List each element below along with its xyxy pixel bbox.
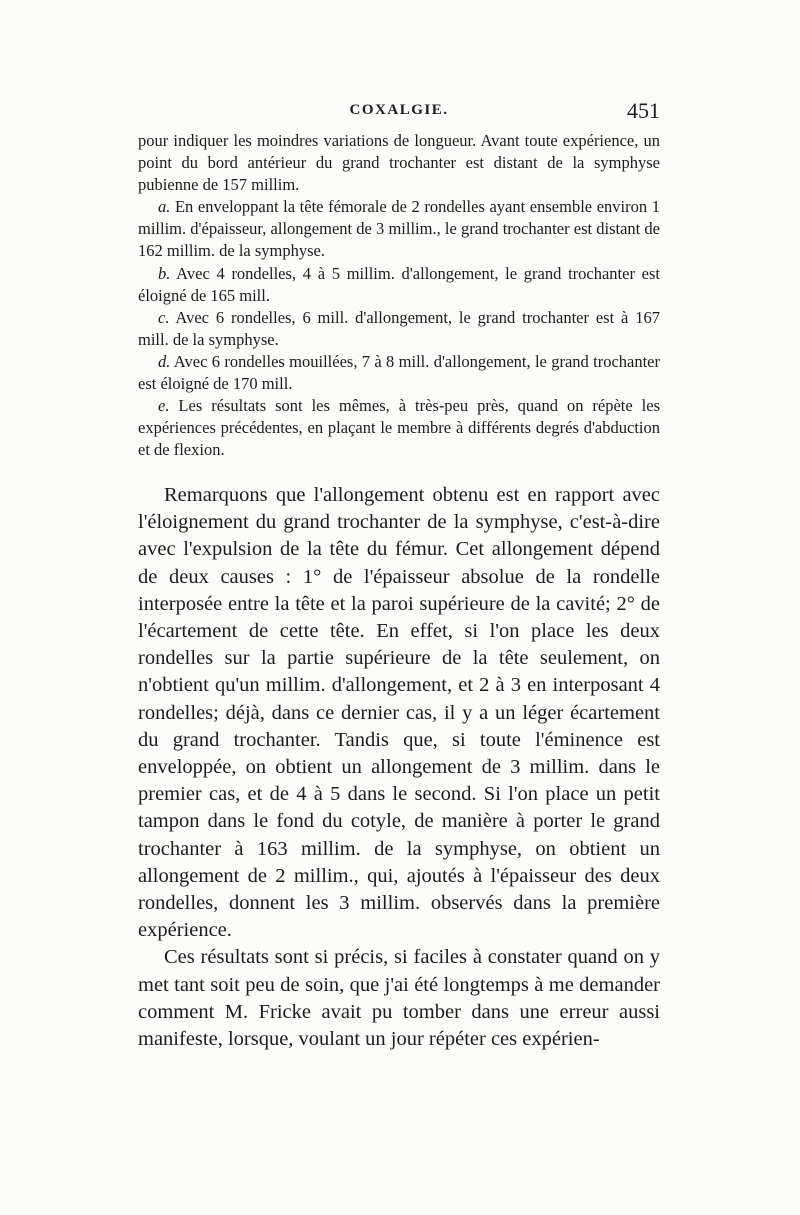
item-text: Avec 6 rondelles mouillées, 7 à 8 mill. d'allongement, le grand trochanter est éloigné de 170 mill. [138,351,660,394]
experiment-item-c [138,307,660,351]
item-marker: b. [158,263,171,283]
main-text [138,482,660,1053]
running-head [138,98,660,124]
item-text: Avec 6 rondelles, 6 mill. d'allongement, le grand trochanter est à 167 mill. de la symphyse. [138,307,660,349]
item-text: Les résultats sont les mêmes, à très-peu près, quand on répète les expériences précédentes, en plaçant le membre à différents degrés d'abduction et de flexion. [138,396,660,460]
item-text: En enveloppant la tête fémorale de 2 rondelles ayant ensemble environ 1 millim. d'épaisseur, allongement de 3 millim., le grand trochanter est distant de 162 millim. de la symphyse. [138,197,660,261]
running-title: COXALGIE. [349,102,449,118]
item-marker: a. [158,197,171,217]
item-marker: e. [158,396,170,416]
body-paragraph: Ces résultats sont si précis, si faciles à constater quand on y met tant soit peu de soin, que j'ai été longtemps à me demander comment M. Fricke avait pu tomber dans une erreur aussi manifeste, lorsque, voulant un jour répéter ces expérien- [138,946,660,1051]
experiment-item-b [138,263,660,307]
page-number: 451 [627,98,660,123]
experiment-item-d [138,351,660,395]
item-marker: d. [158,351,171,371]
body-paragraph: Remarquons que l'allongement obtenu est en rapport avec l'éloignement du grand trochanter de la symphyse, c'est-à-dire avec l'expulsion de la tête du fémur. Cet allongement dépend de deux causes : 1° de l'épaisseur absolue de la rondelle interposée entre la tête et la paroi supérieure de la cavité; 2° de l'écartement de cette tête. En effet, si l'on place les deux rondelles sur la partie supérieure de la tête seulement, on n'obtient qu'un millim. d'allongement, et 2 à 3 en interposant 4 rondelles; déjà, dans ce dernier cas, il y a un léger écartement du grand trochanter. Tandis que, si toute l'éminence est enveloppée, on obtient un allongement de 3 millim. dans le premier cas, et de 4 à 5 dans le second. Si l'on place un petit tampon dans le fond du cotyle, de manière à porter le grand trochanter à 163 millim. de la symphyse, on obtient un allongement de 2 millim., qui, ajoutés à l'épaisseur des deux rondelles, donnent les 3 millim. observés dans la première expérience. [138,484,660,942]
item-text: Avec 4 rondelles, 4 à 5 millim. d'allongement, le grand trochanter est éloigné de 165 mill. [138,263,660,305]
item-marker: c. [158,307,170,327]
experiment-item-a [138,196,660,262]
experiment-intro: pour indiquer les moindres variations de longueur. Avant toute expérience, un point du bord antérieur du grand trochanter est distant de la symphyse pubienne de 157 millim. [138,131,660,195]
experiment-list [138,130,660,461]
experiment-item-e [138,395,660,461]
